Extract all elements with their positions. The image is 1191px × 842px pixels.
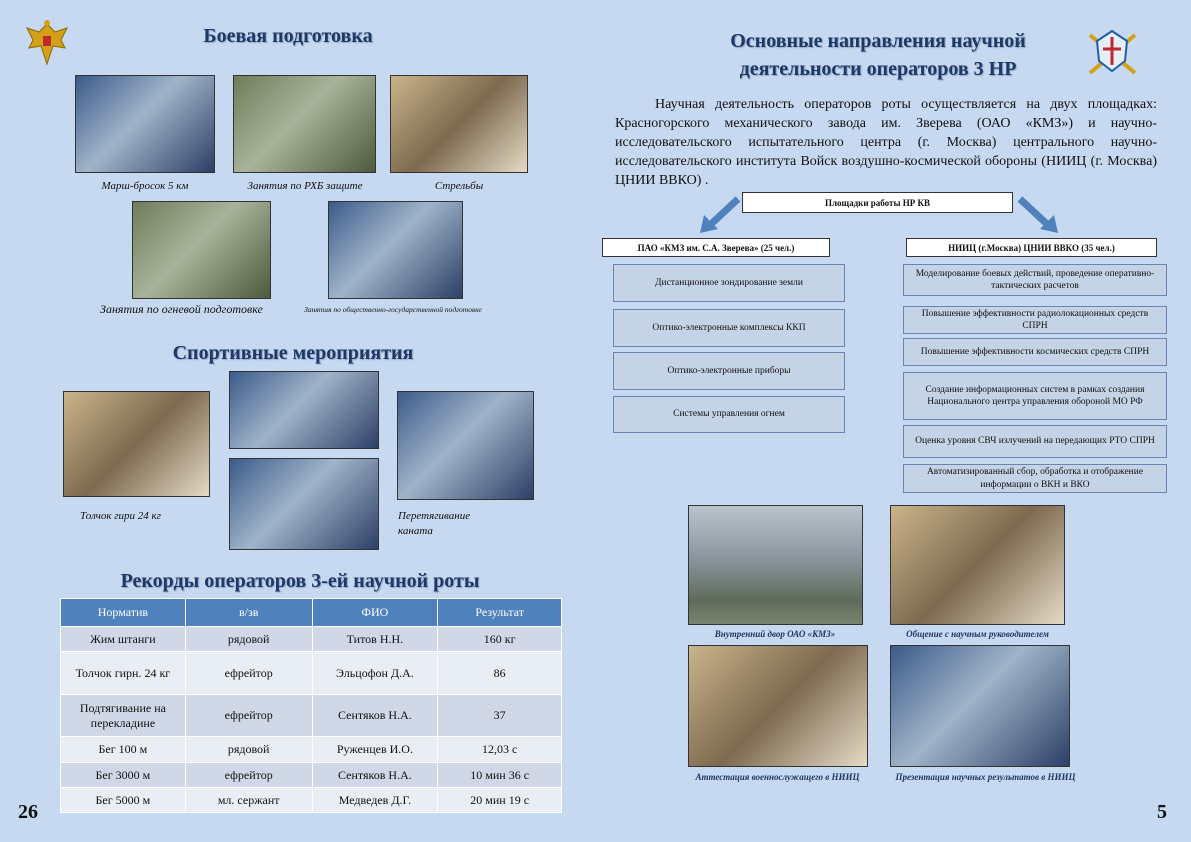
arrow-right-icon xyxy=(1015,195,1060,237)
caption-shooting: Стрельбы xyxy=(434,180,484,192)
table-cell: ефрейтор xyxy=(185,652,312,695)
left-item: Системы управления огнем xyxy=(613,396,845,433)
left-item: Оптико-электронные комплексы ККП xyxy=(613,309,845,347)
caption-chemical: Занятия по РХБ защите xyxy=(247,180,363,192)
photo-presentation xyxy=(890,645,1070,767)
photo-supervisor xyxy=(890,505,1065,625)
table-cell: рядовой xyxy=(185,737,312,763)
table-header-row xyxy=(61,599,562,627)
left-item: Дистанционное зондирование земли xyxy=(613,264,845,302)
table-row xyxy=(61,788,562,813)
left-item: Оптико-электронные приборы xyxy=(613,352,845,390)
photo-kmz-yard xyxy=(688,505,863,625)
research-paragraph: Научная деятельность операторов роты осуществляется на двух площадках: Красногорского механического завода им. Зверева (ОАО «КМЗ») и научно-исследовательского испытательного центра (г. Москва) центрального научно-исследовательского института Войск воздушно-космической обороны (НИИЦ (г. Москва) ЦНИИ ВВКО) . xyxy=(615,97,1157,188)
page-number-left: 26 xyxy=(18,801,38,823)
table-cell: Бег 3000 м xyxy=(61,763,186,788)
caption-civic: Занятия по общественно-государственной подготовке xyxy=(304,305,482,314)
records-table xyxy=(60,598,562,813)
diagram-right-head: НИИЦ (г.Москва) ЦНИИ ВВКО (35 чел.) xyxy=(906,238,1157,257)
table-cell: Руженцев И.О. xyxy=(312,737,438,763)
table-row xyxy=(61,763,562,788)
photo-attestation xyxy=(688,645,868,767)
table-cell: рядовой xyxy=(185,627,312,652)
table-cell: Сентяков Н.А. xyxy=(312,763,438,788)
right-item: Моделирование боевых действий, проведение оперативно-тактических расчетов xyxy=(903,264,1167,296)
caption-kettlebell: Толчок гири 24 кг xyxy=(80,510,161,522)
table-cell: Толчок гирн. 24 кг xyxy=(61,652,186,695)
photo-shooting xyxy=(390,75,528,173)
col-header: ФИО xyxy=(312,599,438,627)
right-item: Автоматизированный сбор, обработка и отображение информации о ВКН и ВКО xyxy=(903,464,1167,493)
research-title-line2: деятельности операторов 3 НР xyxy=(739,58,1017,80)
caption-kmz-yard: Внутренний двор ОАО «КМЗ» xyxy=(714,629,836,639)
table-cell: Жим штанги xyxy=(61,627,186,652)
table-cell: 10 мин 36 с xyxy=(438,763,562,788)
right-item: Создание информационных систем в рамках создания Национального центра управления обороной МО РФ xyxy=(903,372,1167,420)
table-cell: ефрейтор xyxy=(185,695,312,737)
caption-supervisor: Общение с научным руководителем xyxy=(906,629,1049,639)
diagram-root: Площадки работы НР КВ xyxy=(742,192,1013,213)
col-header: Результат xyxy=(438,599,562,627)
table-cell: ефрейтор xyxy=(185,763,312,788)
ministry-emblem-icon xyxy=(25,18,69,70)
col-header: Норматив xyxy=(61,599,186,627)
caption-fire: Занятия по огневой подготовке xyxy=(100,302,263,316)
table-cell: 20 мин 19 с xyxy=(438,788,562,813)
table-cell: Эльцофон Д.А. xyxy=(312,652,438,695)
caption-attestation: Аттестация военнослужащего в НИИЦ xyxy=(695,772,860,782)
caption-presentation: Презентация научных результатов в НИИЦ xyxy=(895,772,1076,782)
table-cell: Медведев Д.Г. xyxy=(312,788,438,813)
combat-training-title: Боевая подготовка xyxy=(203,25,373,47)
right-item: Повышение эффективности радиолокационных средств СПРН xyxy=(903,306,1167,334)
table-cell: мл. сержант xyxy=(185,788,312,813)
photo-tug-of-war xyxy=(397,391,534,500)
table-cell: Сентяков Н.А. xyxy=(312,695,438,737)
table-row xyxy=(61,652,562,695)
right-item: Оценка уровня СВЧ излучений на передающих РТО СПРН xyxy=(903,425,1167,458)
photo-kettlebell xyxy=(63,391,210,497)
research-title-line1: Основные направления научной xyxy=(730,30,1026,52)
table-row xyxy=(61,627,562,652)
photo-fire-training xyxy=(132,201,271,299)
table-cell: Бег 5000 м xyxy=(61,788,186,813)
table-cell: 86 xyxy=(438,652,562,695)
photo-team-1 xyxy=(229,371,379,449)
table-cell: 37 xyxy=(438,695,562,737)
table-row xyxy=(61,695,562,737)
caption-march: Марш-бросок 5 км xyxy=(101,180,189,192)
vko-emblem-icon xyxy=(1085,25,1140,80)
arrow-left-icon xyxy=(698,195,743,237)
page-number-right: 5 xyxy=(1157,801,1167,823)
diagram-left-head: ПАО «КМЗ им. С.А. Зверева» (25 чел.) xyxy=(602,238,830,257)
photo-team-2 xyxy=(229,458,379,550)
table-cell: Бег 100 м xyxy=(61,737,186,763)
col-header: в/зв xyxy=(185,599,312,627)
right-item: Повышение эффективности космических средств СПРН xyxy=(903,338,1167,366)
photo-march xyxy=(75,75,215,173)
table-row xyxy=(61,737,562,763)
photo-civic-training xyxy=(328,201,463,299)
table-cell: Титов Н.Н. xyxy=(312,627,438,652)
sports-title: Спортивные мероприятия xyxy=(172,342,414,364)
table-cell: Подтягивание на перекладине xyxy=(61,695,186,737)
table-cell: 12,03 с xyxy=(438,737,562,763)
records-title: Рекорды операторов 3-ей научной роты xyxy=(120,570,480,592)
table-cell: 160 кг xyxy=(438,627,562,652)
photo-chemical-defense xyxy=(233,75,376,173)
caption-tug: Перетягивание каната xyxy=(398,510,471,537)
